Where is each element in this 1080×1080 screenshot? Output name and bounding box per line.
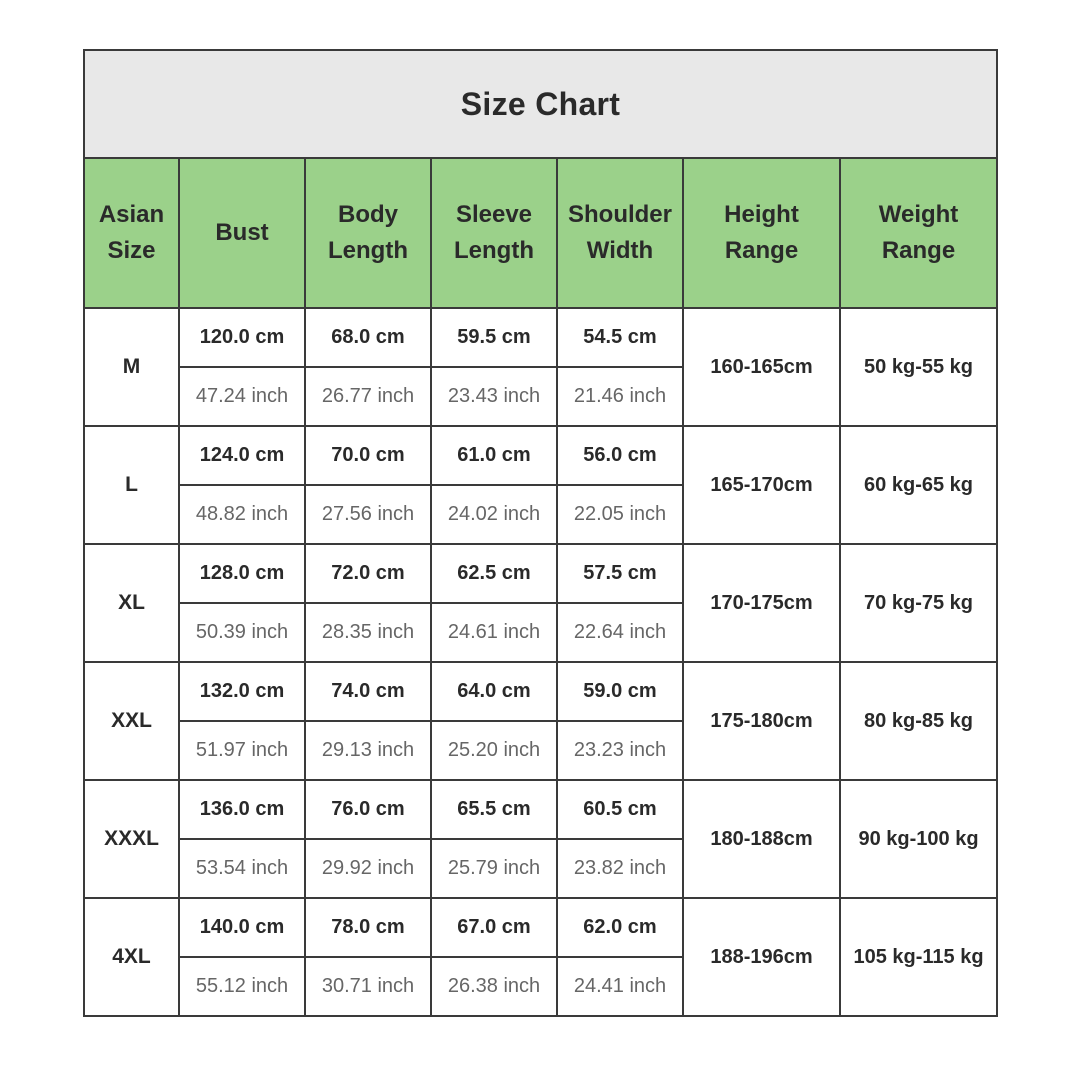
weight-range: 90 kg-100 kg (840, 780, 997, 898)
header-size-line-1: Asian (98, 201, 165, 228)
body-length-inch: 27.56 inch (305, 485, 431, 544)
sleeve-length-cm: 65.5 cm (431, 780, 557, 839)
sleeve-length-inch: 25.20 inch (431, 721, 557, 780)
body-length-inch: 29.13 inch (305, 721, 431, 780)
sleeve-length-cm: 61.0 cm (431, 426, 557, 485)
header-sleeve-length-line-2: Length (454, 237, 534, 264)
header-body-length (305, 158, 431, 308)
shoulder-width-cm: 60.5 cm (557, 780, 683, 839)
size-label: M (84, 308, 179, 426)
sleeve-length-cm: 62.5 cm (431, 544, 557, 603)
header-body-length-line-1: Body (338, 201, 398, 228)
shoulder-width-cm: 57.5 cm (557, 544, 683, 603)
table-row-cm (84, 662, 997, 721)
header-size-line-2: Size (107, 237, 156, 264)
table-row-cm (84, 308, 997, 367)
header-size (84, 158, 179, 308)
header-row (84, 158, 997, 308)
size-label: 4XL (84, 898, 179, 1016)
sleeve-length-inch: 24.02 inch (431, 485, 557, 544)
height-range: 170-175cm (683, 544, 840, 662)
header-bust-line-1: Bust (215, 219, 269, 246)
body-length-inch: 29.92 inch (305, 839, 431, 898)
table-row-cm (84, 898, 997, 957)
bust-cm: 128.0 cm (179, 544, 305, 603)
body-length-inch: 28.35 inch (305, 603, 431, 662)
header-shoulder-width-line-2: Width (586, 237, 654, 264)
height-range: 180-188cm (683, 780, 840, 898)
height-range: 188-196cm (683, 898, 840, 1016)
size-label: L (84, 426, 179, 544)
shoulder-width-inch: 22.64 inch (557, 603, 683, 662)
shoulder-width-cm: 56.0 cm (557, 426, 683, 485)
size-label: XXXL (84, 780, 179, 898)
size-label: XL (84, 544, 179, 662)
bust-cm: 132.0 cm (179, 662, 305, 721)
chart-title: Size Chart (84, 50, 997, 158)
sleeve-length-cm: 64.0 cm (431, 662, 557, 721)
table-row-cm (84, 426, 997, 485)
bust-cm: 136.0 cm (179, 780, 305, 839)
header-sleeve-length (431, 158, 557, 308)
bust-inch: 48.82 inch (179, 485, 305, 544)
weight-range: 50 kg-55 kg (840, 308, 997, 426)
shoulder-width-cm: 59.0 cm (557, 662, 683, 721)
sleeve-length-inch: 25.79 inch (431, 839, 557, 898)
bust-inch: 47.24 inch (179, 367, 305, 426)
body-length-cm: 70.0 cm (305, 426, 431, 485)
sleeve-length-cm: 59.5 cm (431, 308, 557, 367)
header-weight-range (840, 158, 997, 308)
header-height-range (683, 158, 840, 308)
bust-inch: 55.12 inch (179, 957, 305, 1016)
shoulder-width-cm: 54.5 cm (557, 308, 683, 367)
header-shoulder-width (557, 158, 683, 308)
bust-cm: 140.0 cm (179, 898, 305, 957)
body-length-cm: 74.0 cm (305, 662, 431, 721)
table-row-cm (84, 780, 997, 839)
bust-inch: 53.54 inch (179, 839, 305, 898)
header-bust (179, 158, 305, 308)
table-row-cm (84, 544, 997, 603)
header-shoulder-width-line-1: Shoulder (567, 201, 672, 228)
shoulder-width-inch: 22.05 inch (557, 485, 683, 544)
weight-range: 70 kg-75 kg (840, 544, 997, 662)
bust-cm: 120.0 cm (179, 308, 305, 367)
weight-range: 60 kg-65 kg (840, 426, 997, 544)
shoulder-width-cm: 62.0 cm (557, 898, 683, 957)
size-chart-frame (83, 49, 996, 1019)
shoulder-width-inch: 23.82 inch (557, 839, 683, 898)
body-length-cm: 72.0 cm (305, 544, 431, 603)
size-chart-table (83, 49, 998, 1017)
header-sleeve-length-line-1: Sleeve (455, 201, 533, 228)
header-height-range-line-1: Height (724, 201, 799, 228)
header-weight-range-line-2: Range (881, 237, 956, 264)
bust-cm: 124.0 cm (179, 426, 305, 485)
sleeve-length-inch: 26.38 inch (431, 957, 557, 1016)
sleeve-length-cm: 67.0 cm (431, 898, 557, 957)
sleeve-length-inch: 23.43 inch (431, 367, 557, 426)
sleeve-length-inch: 24.61 inch (431, 603, 557, 662)
bust-inch: 50.39 inch (179, 603, 305, 662)
weight-range: 80 kg-85 kg (840, 662, 997, 780)
header-height-range-line-2: Range (724, 237, 799, 264)
body-length-cm: 76.0 cm (305, 780, 431, 839)
height-range: 160-165cm (683, 308, 840, 426)
body-length-inch: 30.71 inch (305, 957, 431, 1016)
shoulder-width-inch: 23.23 inch (557, 721, 683, 780)
bust-inch: 51.97 inch (179, 721, 305, 780)
shoulder-width-inch: 21.46 inch (557, 367, 683, 426)
size-label: XXL (84, 662, 179, 780)
body-length-inch: 26.77 inch (305, 367, 431, 426)
header-weight-range-line-1: Weight (878, 201, 959, 228)
body-length-cm: 68.0 cm (305, 308, 431, 367)
height-range: 175-180cm (683, 662, 840, 780)
header-body-length-line-2: Length (328, 237, 408, 264)
shoulder-width-inch: 24.41 inch (557, 957, 683, 1016)
weight-range: 105 kg-115 kg (840, 898, 997, 1016)
body-length-cm: 78.0 cm (305, 898, 431, 957)
height-range: 165-170cm (683, 426, 840, 544)
